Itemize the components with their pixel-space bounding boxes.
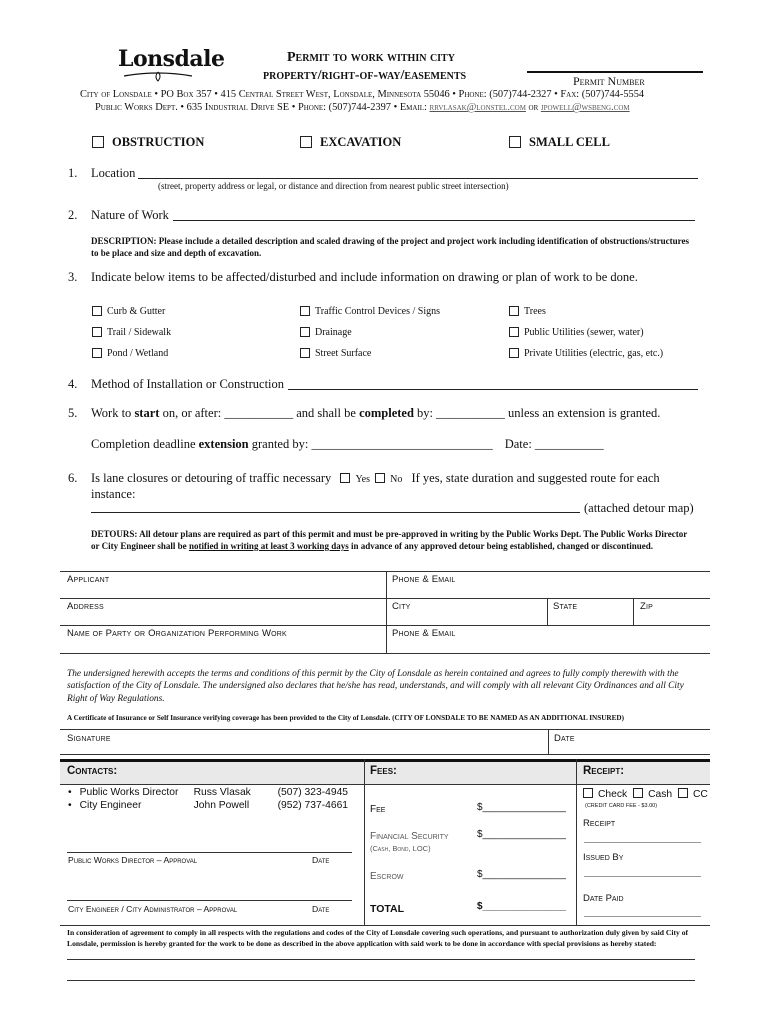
checkbox-icon[interactable] — [509, 306, 519, 316]
receipt-field[interactable] — [584, 842, 701, 843]
contacts-title: Contacts: — [67, 765, 118, 777]
item-drainage[interactable] — [300, 327, 352, 338]
checkbox-icon[interactable] — [300, 327, 310, 337]
no-label: No — [390, 474, 403, 485]
checkbox-icon[interactable] — [92, 348, 102, 358]
logo-text: Lonsdale — [118, 46, 225, 72]
checkbox-icon[interactable] — [509, 136, 521, 148]
item-label: Public Utilities (sewer, water) — [524, 327, 644, 338]
q1-number: 1. — [68, 166, 78, 180]
completion-date-field[interactable]: ___________ — [436, 406, 505, 420]
pw-approval-line[interactable] — [67, 852, 352, 853]
special-provisions-line-2[interactable] — [67, 980, 695, 981]
item-label: Street Surface — [315, 348, 372, 359]
q6-line1 — [91, 471, 660, 486]
attached-detour-map: (attached detour map) — [584, 501, 694, 515]
cash-label: Cash — [648, 789, 673, 800]
zip-field[interactable]: Zip — [640, 601, 654, 612]
small-cell-label: SMALL CELL — [529, 135, 610, 149]
q6-number: 6. — [68, 471, 78, 485]
detours-text-a: DETOURS: All detour plans are required as part of this permit and must be pre-approved in writing by the Public Works Dept. The Public Works Director or City Engineer shall be — [91, 529, 688, 551]
pw-approval-label: Public Works Director – Approval — [68, 855, 198, 865]
applicant-grid — [60, 571, 710, 654]
q6-tail: If yes, state duration and suggested route for each — [411, 471, 660, 485]
issued-by-label: Issued By — [583, 852, 624, 863]
total-label: TOTAL — [370, 903, 405, 915]
checkbox-icon[interactable] — [300, 136, 312, 148]
contact-role: Public Works Director — [79, 787, 179, 798]
permit-type-small-cell[interactable] — [509, 135, 610, 150]
total-amount-field[interactable]: $_______________ — [477, 901, 566, 912]
signature-date-field[interactable]: Date — [554, 733, 575, 744]
party-organization-field[interactable]: Name of Party or Organization Performing Work — [67, 628, 287, 639]
item-label: Traffic Control Devices / Signs — [315, 306, 440, 317]
ext-extension: extension — [198, 437, 249, 451]
detours-notice — [91, 528, 691, 552]
date-paid-label: Date Paid — [583, 893, 624, 904]
item-label: Trees — [524, 306, 546, 317]
checkbox-icon[interactable] — [300, 348, 310, 358]
start-date-field[interactable]: ___________ — [224, 406, 294, 420]
checkbox-icon[interactable] — [509, 327, 519, 337]
extension-granted-by-field[interactable]: _____________________________ — [311, 437, 493, 451]
contact-phone: (507) 323-4945 — [277, 787, 349, 798]
special-provisions-line-1[interactable] — [67, 959, 695, 960]
item-public-utilities[interactable] — [509, 327, 644, 338]
item-pond-wetland[interactable] — [92, 348, 168, 359]
item-label: Trail / Sidewalk — [107, 327, 172, 338]
permit-type-excavation[interactable] — [300, 135, 401, 150]
contact-role: City Engineer — [79, 800, 142, 811]
checkbox-icon[interactable] — [92, 136, 104, 148]
obstruction-label: OBSTRUCTION — [112, 135, 205, 149]
detour-route-field[interactable] — [91, 500, 580, 513]
cc-label: CC — [692, 789, 708, 800]
checkbox-icon[interactable] — [92, 306, 102, 316]
fee-amount-field[interactable]: $_______________ — [477, 802, 566, 813]
credit-card-fee-note: (CREDIT CARD FEE - $3.00) — [585, 803, 658, 809]
cc-checkbox-icon[interactable] — [678, 788, 688, 798]
item-label: Pond / Wetland — [107, 348, 169, 359]
extension-date-field[interactable]: ___________ — [534, 437, 604, 451]
fee-label: Fee — [370, 804, 386, 815]
q1-label: Location — [91, 166, 136, 180]
no-checkbox-icon[interactable] — [375, 473, 385, 483]
q5-start: start — [134, 406, 160, 420]
item-curb-gutter[interactable] — [92, 306, 165, 317]
item-traffic-control[interactable] — [300, 306, 440, 317]
check-checkbox-icon[interactable] — [583, 788, 593, 798]
q6-instance: instance: — [91, 487, 136, 501]
ce-approval-label: City Engineer / City Administrator – Approval — [68, 904, 238, 914]
q6-label: Is lane closures or detouring of traffic necessary — [91, 471, 332, 485]
applicant-phone-email-field[interactable]: Phone & Email — [392, 574, 456, 585]
applicant-field[interactable]: Applicant — [67, 574, 110, 585]
q4-number: 4. — [68, 377, 78, 391]
q5-text-a: Work to — [91, 406, 135, 420]
location-field[interactable] — [138, 164, 698, 179]
authorization-statement: In consideration of agreement to comply in all respects with the regulations and codes of the City of Lonsdale covering such operations, and pursuant to authorization duly given by said City of Lonsdale, permission is hereby granted for the work to be done as described in the above application with said work to be done in accordance with special provisions as hereby stated: — [67, 928, 689, 948]
nature-of-work-field[interactable] — [173, 206, 695, 221]
ext-text-b: granted by: — [248, 437, 312, 451]
address-field[interactable]: Address — [67, 601, 104, 612]
q2-description: DESCRIPTION: Please include a detailed description and scaled drawing of the project and project work including identification of obstructions/structures to be place and size and depth of excavation. — [91, 236, 690, 258]
party-phone-email-field[interactable]: Phone & Email — [392, 628, 456, 639]
ext-date-label: Date: — [504, 437, 535, 451]
ext-text-a: Completion deadline — [91, 437, 199, 451]
receipt-title: Receipt: — [583, 765, 625, 777]
insurance-notice: A Certificate of Insurance or Self Insurance verifying coverage has been provided to the City of Lonsdale. (CITY OF LONSDALE TO BE NAMED AS AN ADDITIONAL INSURED) — [67, 714, 624, 722]
cash-checkbox-icon[interactable] — [633, 788, 643, 798]
ce-approval-line[interactable] — [67, 900, 352, 901]
payment-method-row — [583, 789, 708, 800]
email-link-vlasak[interactable]: rrvlasak@lonstel.com — [429, 102, 526, 113]
q3-label: Indicate below items to be affected/disturbed and include information on drawing or plan of work to be done. — [91, 270, 638, 284]
contact-row — [68, 800, 363, 811]
signature-row — [60, 729, 710, 755]
item-label: Drainage — [315, 327, 352, 338]
pw-approval-date-label: Date — [312, 855, 330, 865]
excavation-label: EXCAVATION — [320, 135, 402, 149]
item-label: Private Utilities (electric, gas, etc.) — [524, 348, 664, 359]
contact-name: John Powell — [193, 800, 250, 811]
q5-line2 — [91, 437, 604, 452]
q3-number: 3. — [68, 270, 78, 284]
item-private-utilities[interactable] — [509, 348, 663, 359]
location-hint: (street, property address or legal, or distance and direction from nearest public street intersection) — [158, 181, 509, 191]
ce-approval-date-label: Date — [312, 904, 330, 914]
issued-by-field[interactable] — [584, 876, 701, 877]
logo — [118, 46, 225, 82]
financial-security-field[interactable]: $_______________ — [477, 829, 566, 840]
permit-number-label: Permit Number — [573, 74, 645, 88]
checkbox-icon[interactable] — [300, 306, 310, 316]
checkbox-icon[interactable] — [92, 327, 102, 337]
terms-paragraph: The undersigned herewith accepts the terms and conditions of this permit by the City of Lonsdale as herein contained and agrees to fully comply therewith with the satisfaction of the City of Lonsdale. The undersigned also declares that he/she has read, understands, and will comply with all relevant City Ordinances and all City Right of Way Regulations. — [67, 669, 684, 704]
item-street-surface[interactable] — [300, 348, 371, 359]
escrow-label: Escrow — [370, 871, 404, 882]
permit-type-obstruction[interactable] — [92, 135, 204, 150]
q5-line1 — [91, 406, 660, 421]
check-label: Check — [598, 789, 628, 800]
item-label: Curb & Gutter — [107, 306, 166, 317]
q4-label: Method of Installation or Construction — [91, 377, 285, 391]
q5-text-d: by: — [413, 406, 437, 420]
email-or: or — [525, 102, 541, 113]
item-trail-sidewalk[interactable] — [92, 327, 171, 338]
email-link-powell[interactable]: jpowell@wsbeng.com — [540, 102, 630, 113]
q2-number: 2. — [68, 208, 78, 222]
q2-label: Nature of Work — [91, 208, 169, 222]
q5-text-e: unless an extension is granted. — [504, 406, 661, 420]
detours-text-b: in advance of any approved detour being established, changed or discontinued. — [348, 541, 654, 551]
city-address-line: City of Lonsdale • PO Box 357 • 415 Central Street West, Lonsdale, Minnesota 55046 • Phone: (507)744-2327 • Fax: (507)744-5554 — [80, 89, 645, 100]
yes-label: Yes — [355, 474, 370, 485]
yes-checkbox-icon[interactable] — [340, 473, 350, 483]
bullet-icon: • — [68, 800, 72, 811]
q5-completed: completed — [359, 406, 414, 420]
permit-title-line1: Permit to work within city — [287, 50, 455, 65]
contact-row — [68, 787, 363, 798]
permit-number-line — [527, 71, 703, 73]
fees-title: Fees: — [370, 765, 397, 777]
contact-name: Russ Vlasak — [193, 787, 251, 798]
q5-text-b: on, or after: — [159, 406, 225, 420]
item-trees[interactable] — [509, 306, 546, 317]
state-field[interactable]: State — [553, 601, 578, 612]
escrow-amount-field[interactable]: $_______________ — [477, 869, 566, 880]
checkbox-icon[interactable] — [509, 348, 519, 358]
q5-text-c: and shall be — [293, 406, 360, 420]
permit-title-line2: property/right-of-way/easements — [263, 68, 467, 83]
date-paid-field[interactable] — [584, 916, 701, 917]
q5-number: 5. — [68, 406, 78, 420]
method-field[interactable] — [288, 375, 698, 390]
public-works-address-line — [95, 102, 630, 113]
financial-security-note: (Cash, Bond, LOC) — [370, 844, 431, 853]
public-works-text: Public Works Dept. • 635 Industrial Drive SE • Phone: (507)744-2397 • Email: — [95, 102, 430, 113]
bullet-icon: • — [68, 787, 72, 798]
contact-phone: (952) 737-4661 — [277, 800, 349, 811]
detours-underlined: notified in writing at least 3 working days — [188, 541, 349, 551]
signature-field[interactable]: Signature — [67, 733, 111, 744]
city-field[interactable]: City — [392, 601, 411, 612]
financial-security-label: Financial Security — [370, 831, 449, 842]
receipt-label: Receipt — [583, 818, 616, 829]
